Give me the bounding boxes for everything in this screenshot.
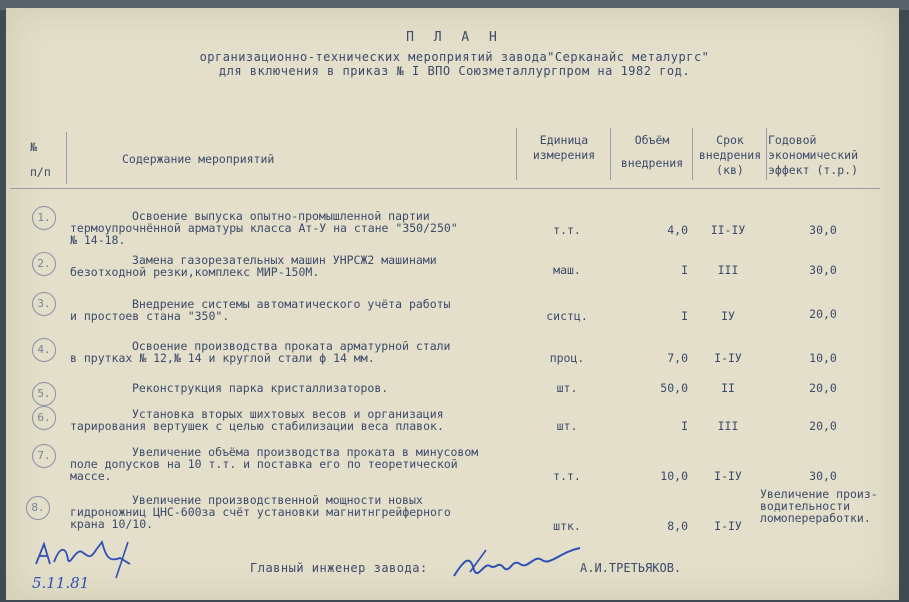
col-term-header: Срок внедрения (кв) bbox=[698, 133, 762, 177]
handwritten-note bbox=[30, 538, 150, 602]
col-divider bbox=[516, 128, 517, 180]
row-effect: 20,0 bbox=[809, 381, 837, 395]
row-unit: т.т. bbox=[553, 469, 581, 483]
row-effect: 30,0 bbox=[809, 223, 837, 237]
row-effect: 20,0 bbox=[809, 419, 837, 433]
row-effect: Увеличение произ- водительности ломопереработки. bbox=[760, 487, 878, 525]
row-content: Увеличение производственной мощности новых гидроножниц ЦНС-600за счёт установки магнитнгрейферного крана 10/10. bbox=[70, 493, 451, 531]
row-term: II bbox=[721, 381, 735, 395]
col-volume-header: Объём внедрения bbox=[620, 133, 684, 170]
col-divider bbox=[692, 128, 693, 180]
row-unit: шт. bbox=[556, 381, 578, 395]
row-volume: I bbox=[681, 263, 688, 277]
row-volume: 7,0 bbox=[667, 351, 688, 365]
row-content: Освоение выпуска опытно-промышленной партии термоупрочнённой арматуры класса Ат-У на стане "350/250" № 14-18. bbox=[70, 209, 458, 247]
row-term: IУ bbox=[721, 309, 735, 323]
row-number: 6. bbox=[32, 406, 56, 430]
row-unit: т.т. bbox=[553, 223, 581, 237]
row-unit: маш. bbox=[553, 263, 581, 277]
col-divider bbox=[66, 132, 67, 184]
row-number: 4. bbox=[32, 338, 56, 362]
row-term: III bbox=[717, 263, 739, 277]
row-unit: систц. bbox=[546, 309, 588, 323]
row-term: III bbox=[717, 419, 739, 433]
row-content: Освоение производства проката арматурной стали в прутках № 12,№ 14 и круглой стали ф 14 мм. bbox=[70, 339, 451, 365]
signatory-name: А.И.ТРЕТЬЯКОВ. bbox=[580, 561, 682, 575]
row-term: I-IУ bbox=[714, 519, 742, 533]
row-effect: 30,0 bbox=[809, 263, 837, 277]
row-number: 3. bbox=[32, 292, 56, 316]
row-term: I-IУ bbox=[714, 469, 742, 483]
row-number: 7. bbox=[32, 444, 56, 468]
row-content: Увеличение объёма производства проката в минусовом поле допусков на 10 т.т. и поставка его по теоретической массе. bbox=[70, 445, 479, 483]
col-effect-header: Годовой экономический эффект (т.р.) bbox=[768, 133, 859, 177]
doc-subtitle-2: для включения в приказ № I ВПО Союзметаллургпром на 1982 год. bbox=[218, 64, 691, 78]
row-content: Установка вторых шихтовых весов и организация тарирования вертушек с целью стабилизации веса плавок. bbox=[70, 407, 444, 433]
row-number: 2. bbox=[32, 252, 56, 276]
col-divider bbox=[610, 128, 611, 180]
row-volume: 8,0 bbox=[667, 519, 688, 533]
row-unit: проц. bbox=[549, 351, 585, 365]
row-volume: I bbox=[681, 419, 688, 433]
header-underline bbox=[10, 188, 880, 189]
col-content-header: Содержание мероприятий bbox=[122, 152, 275, 166]
doc-title: П Л А Н bbox=[406, 30, 503, 45]
row-number: 5. bbox=[32, 382, 56, 406]
col-unit-header: Единица измерения bbox=[532, 133, 596, 162]
row-term: I-IУ bbox=[714, 351, 742, 365]
col-divider bbox=[766, 128, 767, 180]
row-content: Внедрение системы автоматического учёта работы и простоев стана "350". bbox=[70, 297, 451, 323]
row-effect: 10,0 bbox=[809, 351, 837, 365]
row-number: 1. bbox=[32, 206, 56, 230]
signatory-title: Главный инженер завода: bbox=[250, 561, 428, 575]
row-term: II-IУ bbox=[710, 223, 746, 237]
row-unit: шт. bbox=[556, 419, 578, 433]
row-effect: 20,0 bbox=[809, 307, 837, 321]
handwritten-date: 5.11.81 bbox=[32, 574, 90, 592]
row-volume: I bbox=[681, 309, 688, 323]
row-content: Замена газорезательных машин УНРСЖ2 машинами безотходной резки,комплекс МИР-150М. bbox=[70, 253, 437, 279]
row-number: 8. bbox=[26, 496, 50, 520]
row-unit: штк. bbox=[553, 519, 581, 533]
handwritten-signature bbox=[450, 540, 590, 585]
row-volume: 10,0 bbox=[660, 469, 688, 483]
row-content: Реконструкция парка кристаллизаторов. bbox=[132, 381, 389, 395]
row-effect: 30,0 bbox=[809, 469, 837, 483]
row-volume: 4,0 bbox=[667, 223, 688, 237]
row-volume: 50,0 bbox=[660, 381, 688, 395]
col-num-header: № п/п bbox=[30, 140, 51, 179]
doc-subtitle-1: организационно-технических мероприятий завода"Серканайс металургс" bbox=[199, 50, 710, 64]
